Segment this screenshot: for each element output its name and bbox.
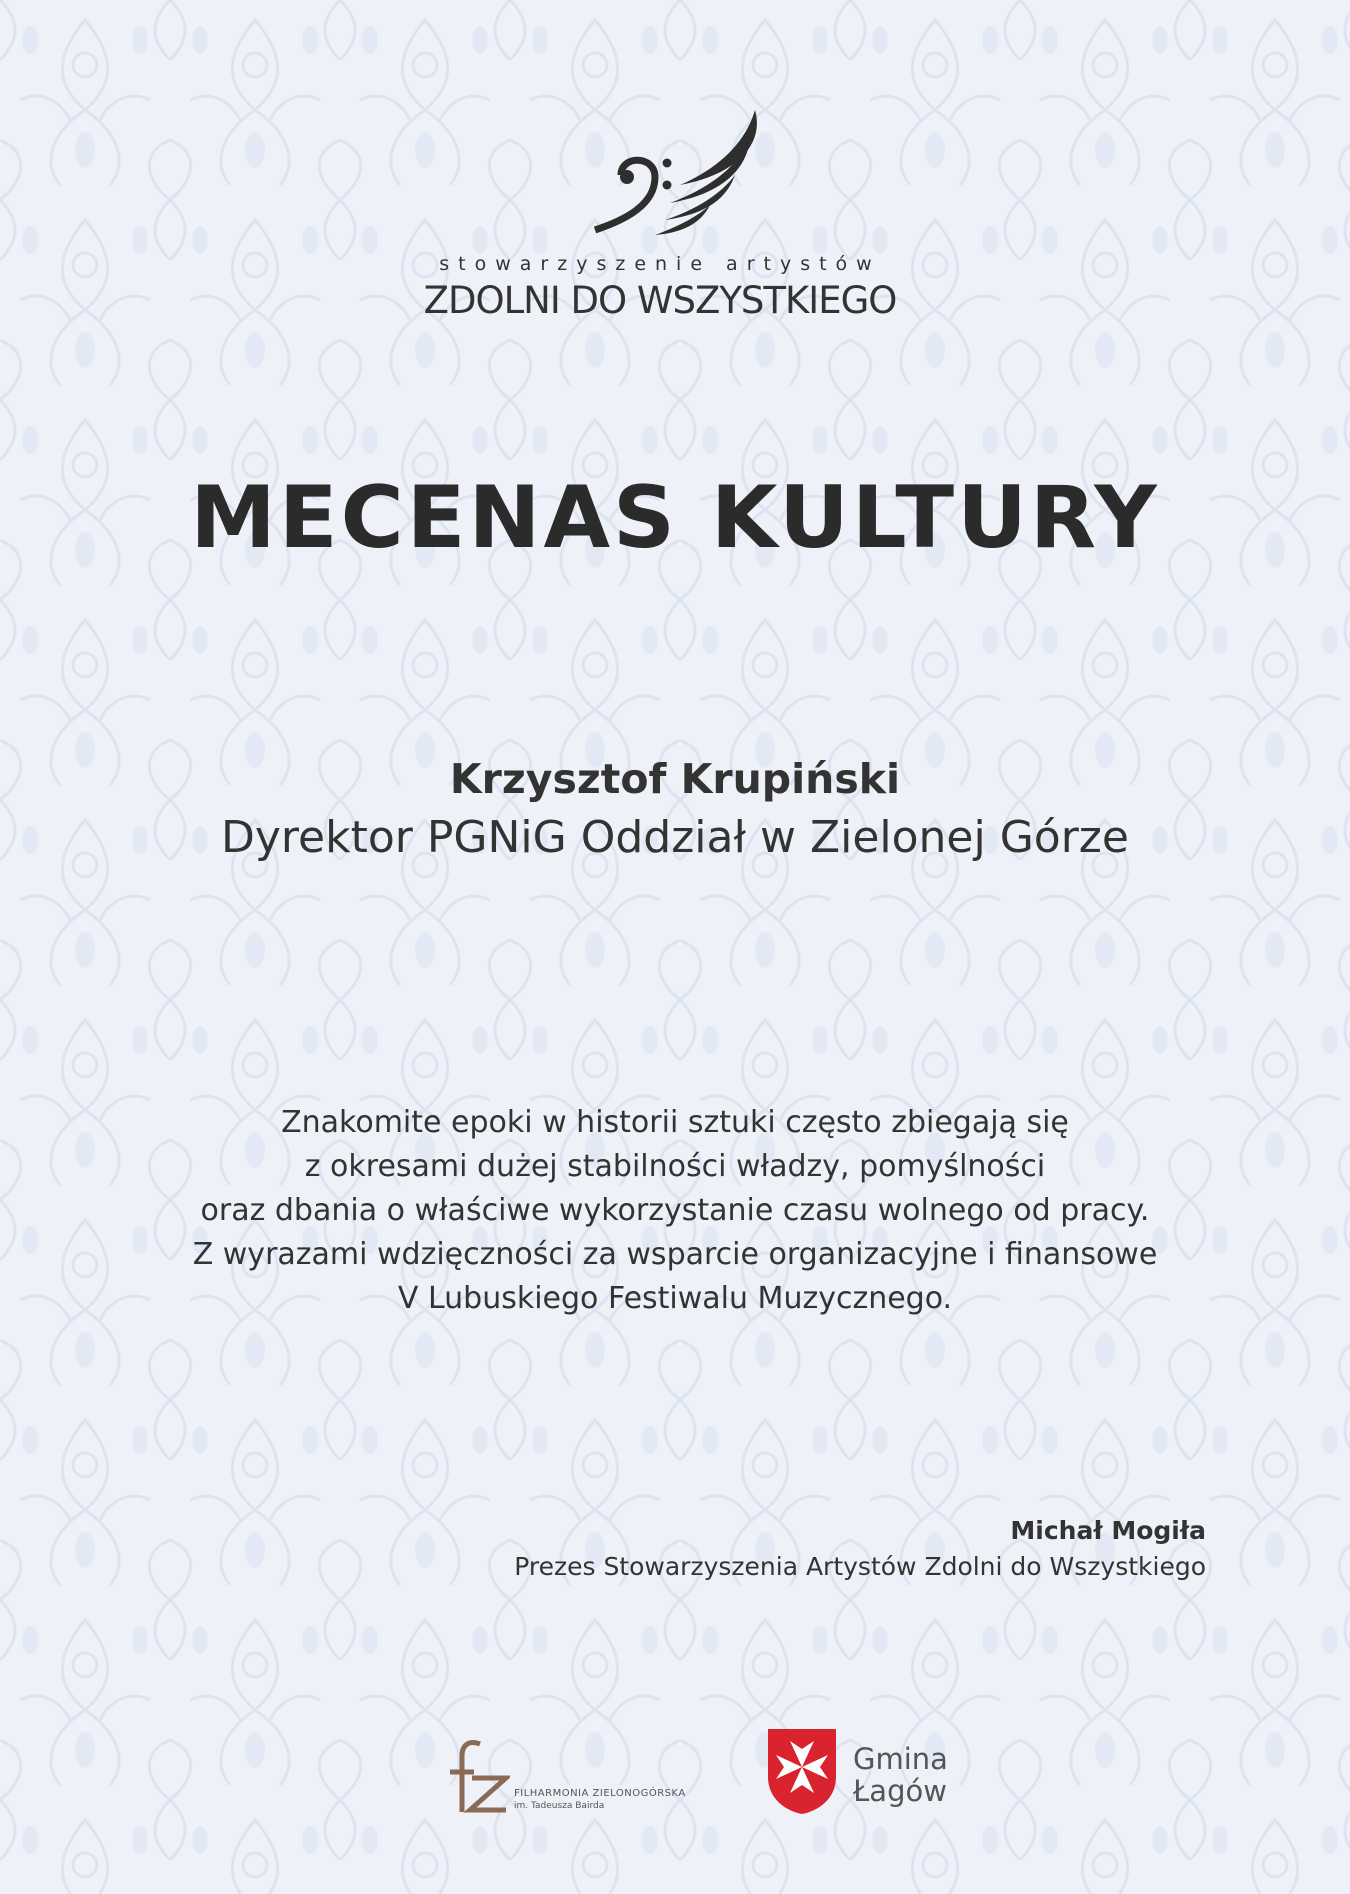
certificate-title: MECENAS KULTURY [190,468,1160,568]
dedication-text [0,1101,1350,1321]
filharmonia-label [514,1787,686,1812]
signer-title: Prezes Stowarzyszenia Artystów Zdolni do Wszystkiego [514,1552,1206,1581]
dedication-line: oraz dbania o właściwe wykorzystanie czasu wolnego od pracy. [200,1193,1150,1228]
recipient-name: Krzysztof Krupiński [449,755,901,803]
recipient-role: Dyrektor PGNiG Oddział w Zielonej Górze [221,812,1129,863]
signature-block [514,1513,1206,1585]
gmina-line1: Gmina [853,1742,948,1776]
organization-name: ZDOLNI DO WSZYSTKIEGO [423,279,897,322]
gmina-label [853,1743,948,1807]
signer-name: Michał Mogiła [1010,1516,1206,1545]
dedication-line: Znakomite epoki w historii sztuki często zbiegają się [281,1105,1069,1140]
filharmonia-patron: im. Tadeusza Bairda [514,1801,605,1811]
dedication-line: Z wyrazami wdzięczności za wsparcie organizacyjne i finansowe [192,1237,1158,1272]
gmina-line2: Łagów [853,1774,947,1808]
dedication-line: V Lubuskiego Festiwalu Muzycznego. [397,1281,953,1316]
dedication-line: z okresami dużej stabilności władzy, pomyślności [304,1149,1046,1184]
organization-subtitle: stowarzyszenie artystów [439,253,881,275]
filharmonia-name: FILHARMONIA ZIELONOGÓRSKA [514,1788,686,1799]
gmina-crest-maltese-cross-icon [766,1727,838,1815]
organization-logo-wing-icon [585,105,775,240]
filharmonia-fz-logo-icon [436,1738,510,1814]
